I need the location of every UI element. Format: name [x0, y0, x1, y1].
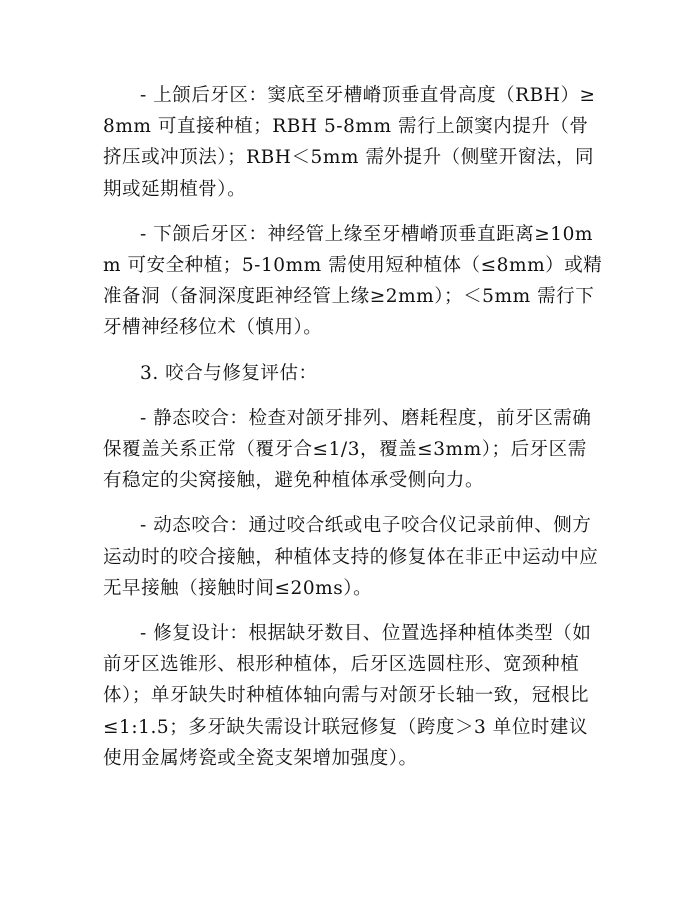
paragraph-maxillary-posterior: - 上颌后牙区：窦底至牙槽嵴顶垂直骨高度（RBH）≥8mm 可直接种植；RBH 5-8mm 需行上颌窦内提升（骨挤压或冲顶法）；RBH＜5mm 需外提升（侧壁开窗法，同期或延期植骨）。 — [103, 85, 596, 200]
paragraph-mandibular-posterior: - 下颌后牙区：神经管上缘至牙槽嵴顶垂直距离≥10mm 可安全种植；5-10mm 需使用短种植体（≤8mm）或精准备洞（备洞深度距神经管上缘≥2mm）；＜5mm 需行下牙槽神经移位术（慎用）。 — [103, 223, 603, 339]
paragraph-static-occlusion: - 静态咬合：检查对颌牙排列、磨耗程度，前牙区需确保覆盖关系正常（覆牙合≤1/3，覆盖≤3mm）；后牙区需有稳定的尖窝接触，避免种植体承受侧向力。 — [103, 407, 592, 492]
document-body — [103, 80, 603, 774]
paragraph-dynamic-occlusion: - 动态咬合：通过咬合纸或电子咬合仪记录前伸、侧方运动时的咬合接触，种植体支持的修复体在非正中运动中应无早接触（接触时间≤20ms）。 — [103, 515, 599, 599]
paragraph-restoration-design: - 修复设计：根据缺牙数目、位置选择种植体类型（如前牙区选锥形、根形种植体，后牙区选圆柱形、宽颈种植体）；单牙缺失时种植体轴向需与对颌牙长轴一致，冠根比≤1:1.5；多牙缺失需设计联冠修复（跨度＞3 单位时建议使用金属烤瓷或全瓷支架增加强度）。 — [103, 623, 592, 769]
section-heading-occlusion-restoration: 3. 咬合与修复评估： — [140, 362, 318, 384]
